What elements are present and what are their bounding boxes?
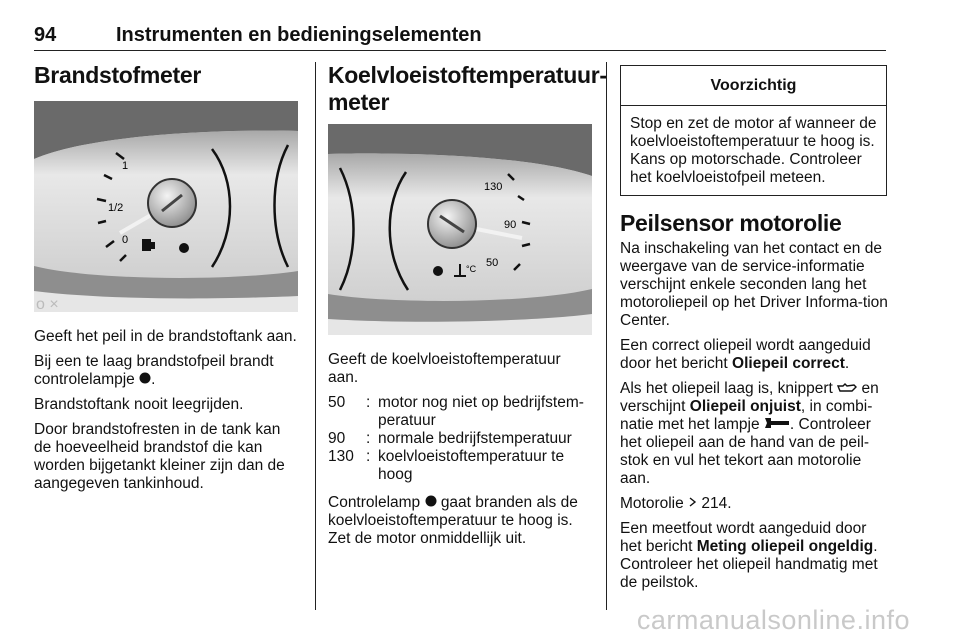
page-title: Instrumenten en bedieningselementen [116,24,482,46]
table-row: 130 : koelvloeistoftemperatuur te hoog [328,448,565,483]
section-heading-oil: Peilsensor motorolie [620,210,842,236]
page-header [34,22,886,51]
coolant-label-130: 130 [484,181,503,193]
svg-text:°C: °C [466,264,477,274]
oil-paragraph-5: Een meetfout wordt aangeduid door het bericht Meting oliepeil ongeldig. Controleer het oliepeil handmatig met de peilstok. [620,520,878,592]
fuel-paragraph-1: Geeft het peil in de brandstoftank aan. [34,328,297,345]
caution-text: Stop en zet de motor af wanneer de koelvloeistoftemperatuur te hoog is. Kans op motorschade. Controleer het koelvloeistofpeil meteen. [630,115,877,186]
oil-paragraph-2: Een correct oliepeil wordt aangeduid door het bericht Oliepeil correct. [620,337,871,372]
svg-text:ο ×: ο × [36,296,59,312]
fuel-label-empty: 0 [122,234,129,246]
section-heading-fuel: Brandstofmeter [34,62,202,88]
oil-paragraph-1: Na inschakeling van het contact en de weergave van de service-informatie verschijnt enkele seconden lang het motoroliepeil op het Driver Informa-tion Center. [620,240,888,329]
watermark: carmanualsonline.info [636,605,910,635]
column-fuel-gauge [34,62,300,500]
coolant-paragraph-2: Controlelamp gaat branden als de koelvloeistoftemperatuur te hoog is. Zet de motor onmiddellijk uit. [328,494,578,548]
coolant-gauge-illustration [328,124,592,335]
oil-paragraph-4: Motorolie 214. [620,495,732,513]
coolant-warning-lamp-icon [433,266,443,276]
column-oil-sensor [620,62,888,599]
fuel-paragraph-3: Brandstoftank nooit leegrijden. [34,396,244,414]
section-heading-coolant: Koelvloeistoftemperatuur- meter [328,62,607,115]
table-row: 90 : normale bedrijfstemperatuur [328,430,572,447]
caution-title: Voorzichtig [621,66,886,106]
fuel-warning-lamp-icon [179,243,189,253]
table-row: 50 : motor nog niet op bedrijfstem-peratuur [328,394,584,429]
fuel-paragraph-4: Door brandstofresten in de tank kan de hoeveelheid brandstof die kan worden bijgetankt kleiner zijn dan de aangegeven tankinhoud. [34,421,285,493]
page-reference-icon [688,495,697,513]
column-coolant-gauge [328,62,607,555]
coolant-values-table [328,394,592,484]
page-number: 94 [34,24,57,46]
coolant-label-90: 90 [504,219,517,231]
fuel-paragraph-2: Bij een te laag brandstofpeil brandt controlelampje . [34,353,274,389]
fuel-label-half: 1/2 [108,202,124,214]
column-divider-1 [315,62,316,610]
fuel-label-full: 1 [122,160,129,172]
coolant-paragraph-1: Geeft de koelvloeistoftemperatuur aan. [328,351,561,386]
coolant-label-50: 50 [486,257,499,269]
oil-paragraph-3: Als het oliepeil laag is, knippert en verschijnt Oliepeil onjuist, in combi-natie met het lampje . Controleer het oliepeil aan de hand van de peil-stok en vul het tekort aan motorolie aan. [620,380,879,488]
caution-box [620,65,887,196]
oil-can-icon [837,380,857,398]
fuel-gauge-illustration [34,101,298,312]
coolant-warning-lamp-icon-inline [425,494,437,512]
fuel-warning-lamp-icon-inline [139,371,151,389]
column-divider-2 [606,62,607,610]
wrench-icon [764,416,790,434]
